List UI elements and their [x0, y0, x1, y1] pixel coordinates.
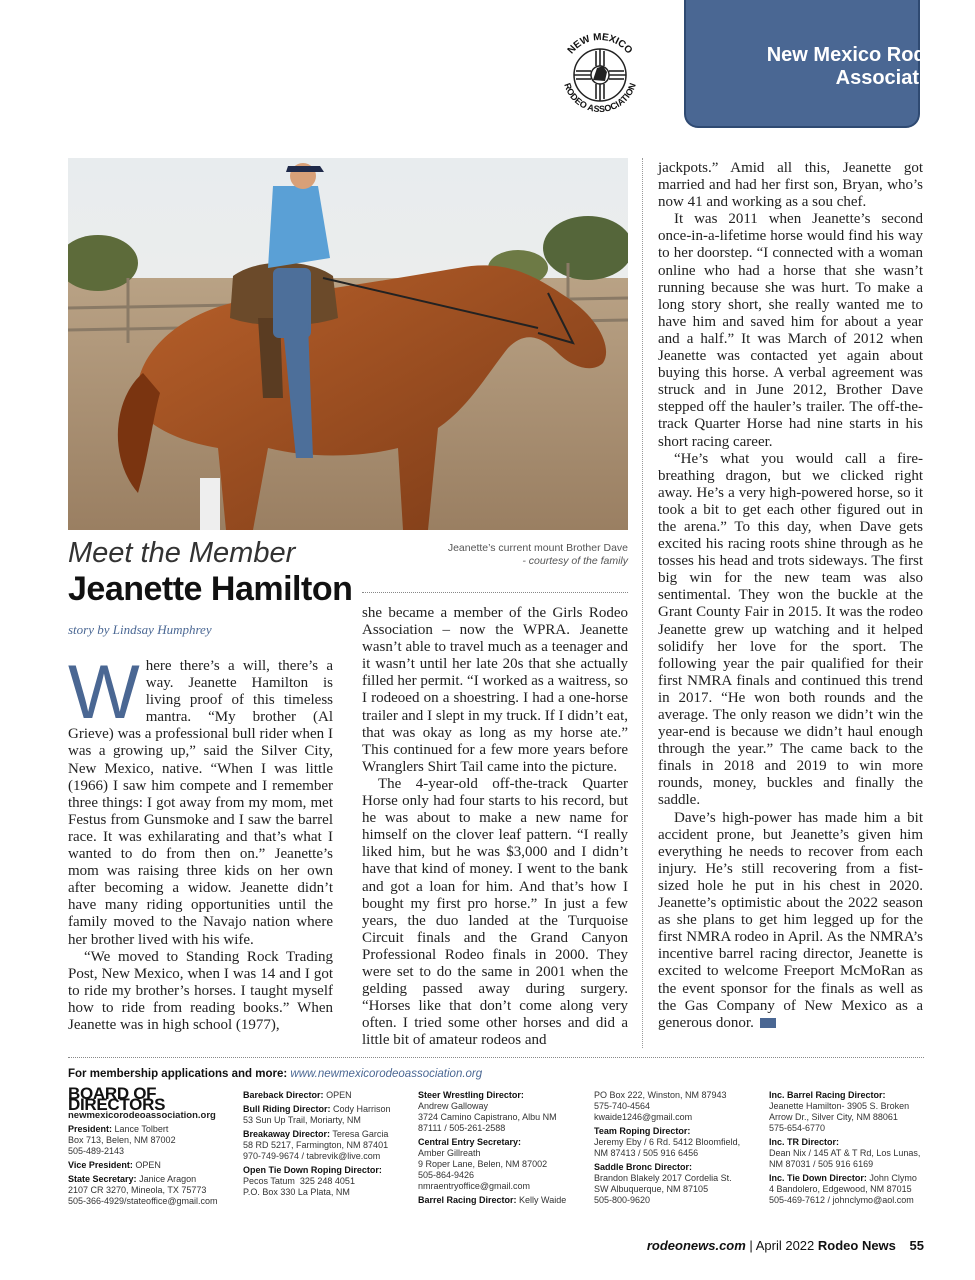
photo-caption [400, 542, 628, 568]
inctie-entry: Inc. Tie Down Director: John Clymo 4 Bandolero, Edgewood, NM 87015 505-469-7612 / johnclymo@aol.com [769, 1173, 917, 1205]
footer-date: April 2022 [755, 1238, 815, 1253]
paragraph: “He’s what you would call a fire-breathing dragon, but we clicked right away. He’s a very high-powered horse, so it took a bit to get each other figured out in the arena.” To this day, when Dave gets excited his racing roots shine through as he tosses his head and trots sideways. The first big win for the new team was also sentimental. They won the buckle at the Grant County Fair in 2015. It was the rodeo Jeanette grew up watching and it helped solidify her love for the sport. The following year the pair qualified for their first NMRA finals and continued this trend in 2017. “He won both rounds and the average. The only reason we didn’t win the year-end is because we didn’t haul enough through the year.” The came back to the finals in 2018 and 2019 to win more rounds, money, buckles and finally the saddle. [658, 450, 923, 809]
caption-credit: - courtesy of the family [522, 555, 628, 567]
opentie-entry: Open Tie Down Roping Director: Pecos Tatum 325 248 4051 P.O. Box 330 La Plata, NM [243, 1165, 382, 1197]
board-column-2 [243, 1090, 413, 1201]
incbarrel-entry: Inc. Barrel Racing Director: Jeanette Hamilton- 3905 S. Broken Arrow Dr., Silver City, NM 88061 575-654-6770 [769, 1090, 910, 1133]
steer-entry: Steer Wrestling Director: Andrew Galloway 3724 Camino Capistrano, Albu NM 87111 / 505-261-2588 [418, 1090, 557, 1133]
board-site[interactable]: newmexicorodeoassociation.org [68, 1110, 216, 1121]
svg-text:NEW MEXICO: NEW MEXICO [565, 31, 635, 57]
membership-link[interactable]: www.newmexicorodeoassociation.org [290, 1068, 483, 1080]
membership-line [68, 1068, 482, 1080]
barrel-entry: Barrel Racing Director: Kelly Waide [418, 1195, 567, 1205]
nmra-logo [553, 28, 647, 122]
member-horse-photo [68, 158, 628, 530]
end-mark-icon [760, 1018, 776, 1028]
board-heading: BOARD OF DIRECTORS [68, 1084, 166, 1114]
paragraph: It was 2011 when Jeanette’s second once-in-a-lifetime horse would find his way to her doorstep. “I connected with a woman online who had a horse that she wasn’t running because she was hurt. To make a long story short, she really wanted me to have him and saved him for about a year and a half.” It was March of 2012 when Jeanette was contacted yet again about buying this horse. A verbal agreement was struck and in June 2012, Brother Dave stepped off the hauler’s trailer. The off-the-track Quarter Horse had nine starts in his short racing career. [658, 211, 923, 450]
paragraph: she became a member of the Girls Rodeo Association – now the WPRA. Jeanette wasn’t able to travel much as a teenager and it wasn’t until her late 20s that she actually filled her permit. “I worked as a waitress, so I rodeoed on a shoestring. I had a one-horse trailer and I slept in my truck. If I didn’t eat, that was okay as long as my horse ate.” This continued for a few more years before Wranglers Shirt Tail came into the picture. [362, 605, 628, 775]
article-column-2 [362, 605, 628, 1049]
page-footer [647, 1238, 924, 1253]
paragraph: “We moved to Standing Rock Trading Post, New Mexico, when I was 14 and I got to ride my brother’s horses. I taught myself how to ride from reading books.” When Jeanette was in high school (1977), [68, 948, 333, 1033]
board-column-5 [769, 1090, 929, 1209]
board-column-1 [68, 1084, 238, 1210]
svg-text:RODEO ASSOCIATION: RODEO ASSOCIATION [562, 81, 638, 115]
footer-divider [68, 1057, 924, 1058]
board-column-3 [418, 1090, 588, 1209]
footer-site[interactable]: rodeonews.com [646, 1238, 746, 1253]
caption-text: Jeanette’s current mount Brother Dave [447, 542, 628, 554]
board-column-4 [594, 1090, 759, 1209]
article-column-3 [658, 160, 923, 1032]
column-divider [642, 158, 643, 1048]
breakaway-entry: Breakaway Director: Teresa Garcia 58 RD 5217, Farmington, NM 87401 970-749-9674 / tabrevik@live.com [243, 1129, 389, 1161]
bareback-entry: Bareback Director: OPEN [243, 1090, 352, 1100]
article-byline: story by Lindsay Humphrey [68, 622, 212, 637]
saddlebronc-entry: Saddle Bronc Director: Brandon Blakely 2017 Cordelia St. SW Albuquerque, NM 87105 505-800-9620 [594, 1162, 732, 1205]
drop-cap: W [68, 650, 140, 735]
article-title: Jeanette Hamilton [68, 570, 353, 608]
vp-entry: Vice President: OPEN [68, 1160, 161, 1170]
section-title: New Mexico Rodeo Association [766, 44, 949, 89]
paragraph: Where there’s a will, there’s a way. Jeanette Hamilton is living proof of this timeless mantra. “My brother (Al Grieve) was a professional bull rider when I was a growing up,” said the Silver City, New Mexico, native. “When I was little (1966) I saw him compete and I remember three things: I got away from my mom, met Festus from Gunsmoke and I saw the barrel race. It was exhilarating and that’s what I wanted to do from then on.” Jeanette’s mom was raising three kids on her own after becoming a widow. Jeanette didn’t have many riding opportunities until the family moved to the Navajo nation where her brother lived with his wife. [68, 650, 333, 948]
paragraph: jackpots.” Amid all this, Jeanette got married and had her first son, Bryan, who’s now 41 and working as a sou chef. [658, 160, 923, 211]
paragraph: Dave’s high-power has made him a bit accident prone, but Jeanette’s given him everything he needs to recover from each injury. He’s still recovering from a fist-sized hole he put in his chest in 2020. Jeanette’s optimistic about the 2022 season as she plans to get him legged up for the first NMRA rodeo in April. As the NMRA’s incentive barrel racing director, Jeanette is excited to welcome Freeport McMoRan as the event sponsor for the finals as well as the Gas Company of New Mexico as a generous donor. [658, 809, 923, 1031]
page-number: 55 [909, 1238, 924, 1253]
central-entry: Central Entry Secretary: Amber Gillreath 9 Roper Lane, Belen, NM 87002 505-864-9426 nmraentryoffice@gmail.com [418, 1137, 548, 1191]
teamroping-entry: Team Roping Director: Jeremy Eby / 6 Rd. 5412 Bloomfield, NM 87413 / 505 916 6456 [594, 1126, 741, 1158]
president-entry: President: Lance Tolbert Box 713, Belen, NM 87002 505-489-2143 [68, 1124, 176, 1156]
membership-label: For membership applications and more: [68, 1068, 288, 1080]
inctr-entry: Inc. TR Director: Dean Nix / 145 AT & T Rd, Los Lunas, NM 87031 / 505 916 6169 [769, 1137, 921, 1169]
barrel-contact: PO Box 222, Winston, NM 87943 575-740-4564 kwaide1246@gmail.com [594, 1090, 727, 1122]
article-kicker: Meet the Member [68, 537, 296, 569]
bullriding-entry: Bull Riding Director: Cody Harrison 53 Sun Up Trail, Moriarty, NM [243, 1104, 391, 1125]
divider [362, 592, 628, 593]
article-column-1 [68, 650, 333, 1034]
secretary-entry: State Secretary: Janice Aragon 2107 CR 3270, Mineola, TX 75773 505-366-4929/stateoffice@gmail.com [68, 1174, 218, 1206]
footer-separator: | [749, 1238, 753, 1253]
footer-magazine: Rodeo News [817, 1238, 896, 1253]
paragraph: The 4-year-old off-the-track Quarter Horse only had four starts to his record, but he was about to make a new name for himself on the clover leaf pattern. “I really liked him, but he was $3,000 and I didn’t have that kind of money. I went to the bank and got a loan for him. And that’s how I bought my first pro horse.” In just a few years, the duo landed at the Turquoise Circuit finals and the Grand Canyon Professional Rodeo finals in 2000. They were set to do the same in 2001 when the gelding passed away during surgery. “Horses like that don’t come along very often. I tried some other horses and did a little bit of amateur rodeos and [362, 775, 628, 1049]
